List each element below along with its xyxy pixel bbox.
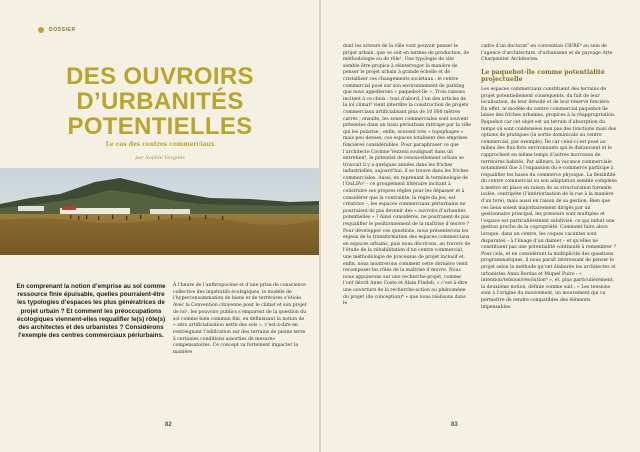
column-body: Les espaces commerciaux constituent des terrains de projet potentiellement conséquents, du fait de leur localisation, de leur densité et de leur réserve foncière. En effet, le modèle du centre commercial paquebot-île laisse des friches urbaines, propices à la réappropriation. Paquebot car cet objet est un terrain d’absorption du temps où sont condensées non pas des fonctions mais des options de pratiques (la sortie dominicale au centre commercial, par exemple). Île car celui-ci est posé au milieu des flux-flots environnants qui le distancient et le rapprochent en même temps d’autres morceaux de territoires habités. Par ailleurs, la vacance commerciale notamment due à l’expansion du e-commerce participe à requalifier les bases du commerce physique. La flexibilité du centre commercial ou son adaptation semble complexe à mettre en place en raison de sa structuration formelle isolée, centripète (l’intériorisation de la rue à la manière d’un tore), mais aussi en raison de sa gestion. Bien que ces lieux soient majoritairement dirigés par un gestionnaire principal, les preneurs sont multiples et l’espace est particulièrement subdivisé, ce qui induit une gestion proche de la copropriété. Comment faire alors lorsque, dans un centre, les coques vacantes sont disparates – à l’image d’un damier – et qu’elles ne constituent pas une potentialité continuité à remembrer ? Pour cela, et en considérant la multiplicité des questions programmatiques, il nous paraît intéressant de penser le projet selon la méthode qu’ont élaborée les architectes et urbanistes Anna Bordas et Miquel Puiro : « intention/tension/résolution⁹ », et, plus particulièrement, la deuxième notion, définie comme suit : « Les tensions sont à l’origine du mouvement, un mouvement qui va permettre de rendre compatibles des éléments impensables. [481, 86, 617, 310]
section-tag-label: DOSSIER [49, 27, 76, 33]
title-line-1: DES OUVROIRS [66, 63, 254, 90]
page-number-left: 82 [165, 422, 172, 428]
left-page [0, 0, 319, 452]
article-title [60, 64, 260, 139]
landscape-photo [0, 168, 319, 255]
section-tag [38, 27, 76, 33]
article-lede: En comprenant la notion d’emprise au sol comme ressource finie épuisable, quelles pourraient-être les typologies d’espaces les plus génératrices de projet urbain ? Et comment les préoccupations écologiques viennent-elles requalifier le(s) rôle(s) des architectes et des urbanistes ? Considérons l’exemple des centres commerciaux périurbains. [16, 283, 166, 340]
bullet-dot-icon [38, 27, 44, 33]
photo-building-left [18, 206, 44, 211]
page-number-right: 83 [451, 422, 458, 428]
article-byline: par Sophie Vergnès [135, 155, 185, 161]
right-page [321, 0, 640, 452]
title-line-3: POTENTIELLES [67, 113, 253, 140]
body-column-right-1: dont les acteurs de la ville vont pouvoir penser le projet urbain, que ce soit en termes de production, de méthodologie ou de rôle². Une typologie de site semble être propice à réinterroger la manière de penser le projet urbain à grande échelle et de cristalliser ces changements sociétaux : le centre commercial posé sur son environnement de parking que nous appellerons « paquebot-île ». Trois raisons incitent à ce choix : tout d’abord, l’un des articles de la loi climat³ vient interdire la construction de projets commerciaux artificialisant plus de 10 000 mètres carrés ; ensuite, les zones commerciales sont souvent présentes dans un tissu périurbain rattrapé par la ville qui les polarise ; enfin, souvent très « topophages » mais peu denses, ces espaces totalisent des emprises foncières considérables. Pour paraphraser ce que l’architecte Corinne Vezzoni soulignait dans un entretien⁴, le potentiel de renouvellement urbain se trouvait il y a quelques années dans les friches industrielles, aujourd’hui, il se trouve dans les friches commerciales. Aussi, en reprenant la terminologie de l’OuLiPo⁵ – ce groupement littéraire incitant à construire ses propres règles pour les dépasser et à considérer que la contrainte, la règle du jeu, est créatrice –, les espaces commerciaux périurbains ne pourraient-ils pas devenir des « ouvroirs d’urbanités potentielles » ? Ainsi considérés, ne pourraient-ils pas requalifier le positionnement de la maîtrise d’œuvre ? Pour développer ces questions, nous présenterons les enjeux de la transformation des espaces commerciaux en espaces urbains, puis nous décrirons, au travers de l’étude de la réhabilitation d’un centre commercial, une méthodologie de processus de projet inclusif et, enfin, nous montrerons comment cette dernière vient recomposer les rôles de la maîtrise d’œuvre. Nous nous appuierons sur une recherche-projet, comme l’ont décrit Anne Coste et Alain Findeli, « c’est-à-dire une ouverture de la recherche-action au phénomène du projet (de conception)⁶ » que nous réalisons dans le [343, 44, 472, 307]
body-column-right-2 [481, 44, 617, 311]
column-intro: cadre d’un doctorat⁷ en convention CIFRE⁸ au sein de l’agence d’architecture, d’urbanisme et de paysage Arte Charpentier Architectes. [481, 44, 613, 63]
photo-mall-sign [62, 207, 76, 210]
body-column-left: À l’heure de l’anthropocène et d’une prise de conscience collective des impératifs écologiques, le modèle de l’hyperconsommation de biens et de territoires s’étiole. Avec la Convention citoyenne pour le climat et son projet de loi¹, les pouvoirs publics s’emparent de la question du sol comme bien commun fini, en définissant la notion de « zéro artificialisation nette des sols », c’est-à-dire en restreignant l’édification sur des terrains de pleine terre à certaines conditions assorties de mesures compensatoires. Ce concept va fortement impacter la manière [173, 283, 307, 356]
photo-building-right [150, 209, 190, 214]
title-line-2: D’URBANITÉS [76, 88, 244, 115]
article-subtitle: Le cas des centres commerciaux [105, 141, 215, 148]
section-subhead: Le paquebot-île comme potentialité projectuelle [481, 68, 605, 84]
